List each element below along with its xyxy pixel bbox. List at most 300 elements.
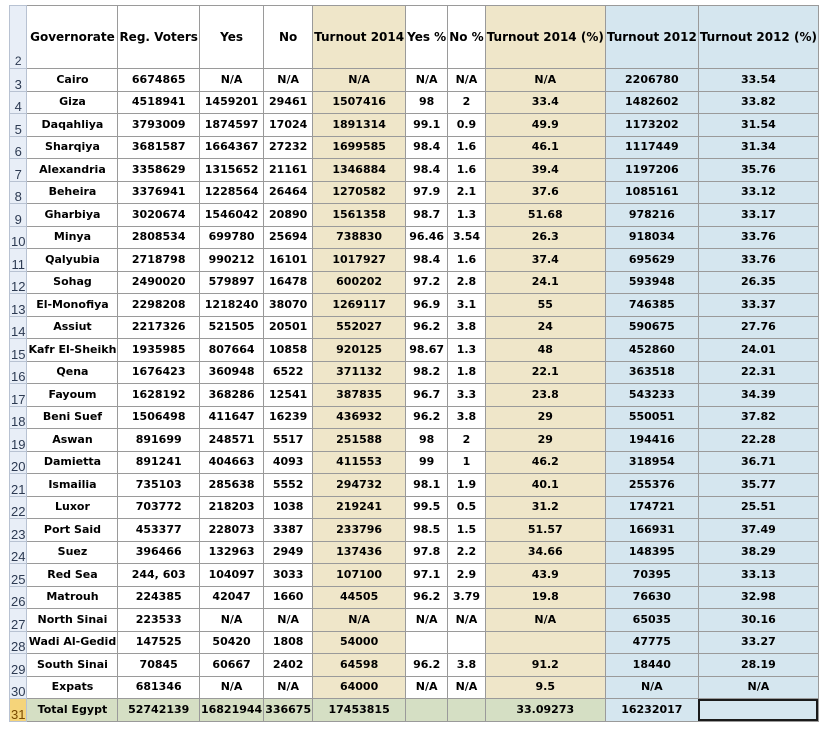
cell-turnout-2012[interactable]: 452860 xyxy=(605,339,698,362)
cell-turnout-2012[interactable]: 255376 xyxy=(605,474,698,497)
cell-reg-voters[interactable]: 52742139 xyxy=(118,699,200,722)
row-number[interactable]: 31 xyxy=(10,699,27,722)
cell-yes-pct[interactable]: 98 xyxy=(406,429,448,452)
cell-no[interactable]: 1808 xyxy=(264,631,313,654)
cell-no[interactable]: 16239 xyxy=(264,406,313,429)
cell-turnout-2014[interactable]: 54000 xyxy=(313,631,406,654)
header-governorate[interactable]: Governorate xyxy=(27,6,118,69)
cell-no-pct[interactable]: 1.3 xyxy=(448,204,486,227)
cell-turnout-2012-pct[interactable]: 30.16 xyxy=(698,609,818,632)
cell-no-pct[interactable]: 2 xyxy=(448,429,486,452)
cell-yes[interactable]: 1218240 xyxy=(199,294,263,317)
cell-no[interactable]: 29461 xyxy=(264,91,313,114)
cell-governorate[interactable]: Beni Suef xyxy=(27,406,118,429)
cell-turnout-2014[interactable]: 1891314 xyxy=(313,114,406,137)
cell-turnout-2014-pct[interactable]: 23.8 xyxy=(485,384,605,407)
cell-turnout-2014[interactable]: 411553 xyxy=(313,451,406,474)
cell-no-pct[interactable]: 1.6 xyxy=(448,136,486,159)
cell-reg-voters[interactable]: 2490020 xyxy=(118,271,200,294)
cell-reg-voters[interactable]: 3020674 xyxy=(118,204,200,227)
cell-turnout-2012[interactable]: 1482602 xyxy=(605,91,698,114)
cell-reg-voters[interactable]: 224385 xyxy=(118,586,200,609)
row-number[interactable]: 25 xyxy=(10,564,27,587)
cell-yes-pct[interactable]: 98.4 xyxy=(406,249,448,272)
row-number[interactable]: 21 xyxy=(10,474,27,497)
cell-turnout-2014[interactable]: 107100 xyxy=(313,564,406,587)
cell-turnout-2012[interactable]: 318954 xyxy=(605,451,698,474)
cell-no[interactable]: 1038 xyxy=(264,496,313,519)
cell-yes[interactable]: 807664 xyxy=(199,339,263,362)
cell-turnout-2014-pct[interactable]: N/A xyxy=(485,609,605,632)
cell-turnout-2012[interactable]: 18440 xyxy=(605,654,698,677)
cell-turnout-2014-pct[interactable]: 91.2 xyxy=(485,654,605,677)
cell-turnout-2014-pct[interactable]: 33.4 xyxy=(485,91,605,114)
cell-turnout-2012[interactable]: 363518 xyxy=(605,361,698,384)
cell-no[interactable]: 2949 xyxy=(264,541,313,564)
cell-yes-pct[interactable]: N/A xyxy=(406,676,448,699)
cell-yes[interactable]: 990212 xyxy=(199,249,263,272)
cell-turnout-2012[interactable]: 918034 xyxy=(605,226,698,249)
cell-yes[interactable]: 218203 xyxy=(199,496,263,519)
cell-turnout-2012-pct[interactable]: 34.39 xyxy=(698,384,818,407)
header-yes-pct[interactable]: Yes % xyxy=(406,6,448,69)
cell-turnout-2014-pct[interactable]: 37.4 xyxy=(485,249,605,272)
row-number[interactable]: 29 xyxy=(10,654,27,677)
cell-turnout-2014[interactable]: 1017927 xyxy=(313,249,406,272)
cell-turnout-2012[interactable]: 1197206 xyxy=(605,159,698,182)
cell-yes[interactable]: 1546042 xyxy=(199,204,263,227)
row-number[interactable]: 3 xyxy=(10,69,27,92)
cell-governorate[interactable]: Red Sea xyxy=(27,564,118,587)
cell-governorate[interactable]: Expats xyxy=(27,676,118,699)
cell-turnout-2014[interactable]: 137436 xyxy=(313,541,406,564)
cell-governorate[interactable]: Sharqiya xyxy=(27,136,118,159)
cell-no[interactable]: 38070 xyxy=(264,294,313,317)
cell-turnout-2014[interactable]: N/A xyxy=(313,609,406,632)
cell-turnout-2012-pct[interactable]: 31.34 xyxy=(698,136,818,159)
cell-yes-pct[interactable]: 98.1 xyxy=(406,474,448,497)
header-no[interactable]: No xyxy=(264,6,313,69)
header-turnout-2014-pct[interactable]: Turnout 2014 (%) xyxy=(485,6,605,69)
cell-yes[interactable]: 285638 xyxy=(199,474,263,497)
row-number[interactable]: 11 xyxy=(10,249,27,272)
cell-yes-pct[interactable]: 96.2 xyxy=(406,586,448,609)
cell-reg-voters[interactable]: 453377 xyxy=(118,519,200,542)
cell-governorate[interactable]: Ismailia xyxy=(27,474,118,497)
cell-no-pct[interactable]: 2.1 xyxy=(448,181,486,204)
cell-no[interactable]: 4093 xyxy=(264,451,313,474)
cell-turnout-2014[interactable]: 387835 xyxy=(313,384,406,407)
cell-turnout-2014[interactable]: 600202 xyxy=(313,271,406,294)
cell-turnout-2012-pct[interactable]: 33.82 xyxy=(698,91,818,114)
cell-reg-voters[interactable]: 147525 xyxy=(118,631,200,654)
cell-no[interactable]: 6522 xyxy=(264,361,313,384)
cell-yes[interactable]: 579897 xyxy=(199,271,263,294)
cell-reg-voters[interactable]: 396466 xyxy=(118,541,200,564)
cell-no[interactable]: 20501 xyxy=(264,316,313,339)
cell-turnout-2014-pct[interactable]: 24.1 xyxy=(485,271,605,294)
cell-turnout-2012[interactable]: N/A xyxy=(605,676,698,699)
cell-turnout-2014-pct[interactable]: 33.09273 xyxy=(485,699,605,722)
cell-turnout-2014[interactable]: 371132 xyxy=(313,361,406,384)
cell-turnout-2014[interactable]: 64598 xyxy=(313,654,406,677)
cell-reg-voters[interactable]: 1628192 xyxy=(118,384,200,407)
row-number[interactable]: 17 xyxy=(10,384,27,407)
cell-turnout-2012-pct[interactable]: 33.12 xyxy=(698,181,818,204)
cell-turnout-2014-pct[interactable]: 29 xyxy=(485,406,605,429)
cell-turnout-2012-pct[interactable]: 33.76 xyxy=(698,226,818,249)
cell-turnout-2014-pct[interactable]: 43.9 xyxy=(485,564,605,587)
cell-yes-pct[interactable] xyxy=(406,631,448,654)
cell-reg-voters[interactable]: 3376941 xyxy=(118,181,200,204)
header-turnout-2012[interactable]: Turnout 2012 xyxy=(605,6,698,69)
cell-no[interactable]: 26464 xyxy=(264,181,313,204)
cell-no-pct[interactable]: N/A xyxy=(448,676,486,699)
cell-turnout-2014[interactable]: 219241 xyxy=(313,496,406,519)
cell-governorate[interactable]: Beheira xyxy=(27,181,118,204)
cell-no[interactable]: 2402 xyxy=(264,654,313,677)
cell-turnout-2014[interactable]: 17453815 xyxy=(313,699,406,722)
cell-no-pct[interactable]: 2 xyxy=(448,91,486,114)
cell-turnout-2012-pct[interactable]: 33.13 xyxy=(698,564,818,587)
row-number[interactable]: 30 xyxy=(10,676,27,699)
cell-turnout-2012[interactable]: 2206780 xyxy=(605,69,698,92)
row-number[interactable]: 2 xyxy=(10,6,27,69)
cell-turnout-2014-pct[interactable]: 46.2 xyxy=(485,451,605,474)
cell-governorate[interactable]: El-Monofiya xyxy=(27,294,118,317)
cell-yes[interactable]: 1315652 xyxy=(199,159,263,182)
cell-turnout-2012-pct[interactable]: 38.29 xyxy=(698,541,818,564)
row-number[interactable]: 24 xyxy=(10,541,27,564)
row-number[interactable]: 12 xyxy=(10,271,27,294)
cell-governorate[interactable]: Sohag xyxy=(27,271,118,294)
cell-turnout-2014[interactable]: 920125 xyxy=(313,339,406,362)
cell-no[interactable]: N/A xyxy=(264,69,313,92)
cell-governorate[interactable]: Qena xyxy=(27,361,118,384)
cell-governorate[interactable]: Cairo xyxy=(27,69,118,92)
cell-no[interactable]: 16478 xyxy=(264,271,313,294)
cell-turnout-2012-pct[interactable]: 26.35 xyxy=(698,271,818,294)
cell-reg-voters[interactable]: 681346 xyxy=(118,676,200,699)
cell-no-pct[interactable] xyxy=(448,631,486,654)
cell-turnout-2012[interactable]: 76630 xyxy=(605,586,698,609)
cell-turnout-2014-pct[interactable]: 31.2 xyxy=(485,496,605,519)
cell-governorate[interactable]: Port Said xyxy=(27,519,118,542)
cell-turnout-2012[interactable]: 978216 xyxy=(605,204,698,227)
cell-governorate[interactable]: Aswan xyxy=(27,429,118,452)
cell-yes-pct[interactable]: 96.2 xyxy=(406,316,448,339)
cell-governorate[interactable]: Damietta xyxy=(27,451,118,474)
cell-turnout-2012-pct[interactable]: 37.49 xyxy=(698,519,818,542)
cell-governorate[interactable]: Total Egypt xyxy=(27,699,118,722)
cell-no-pct[interactable]: 3.54 xyxy=(448,226,486,249)
cell-turnout-2014-pct[interactable]: 39.4 xyxy=(485,159,605,182)
cell-no-pct[interactable]: 0.9 xyxy=(448,114,486,137)
cell-reg-voters[interactable]: 2718798 xyxy=(118,249,200,272)
cell-turnout-2012[interactable]: 65035 xyxy=(605,609,698,632)
cell-turnout-2012[interactable]: 166931 xyxy=(605,519,698,542)
cell-yes[interactable]: 42047 xyxy=(199,586,263,609)
cell-no[interactable]: 3033 xyxy=(264,564,313,587)
row-number[interactable]: 27 xyxy=(10,609,27,632)
cell-turnout-2012-pct[interactable]: 22.28 xyxy=(698,429,818,452)
cell-yes-pct[interactable]: 97.9 xyxy=(406,181,448,204)
cell-yes[interactable]: 50420 xyxy=(199,631,263,654)
cell-no-pct[interactable] xyxy=(448,699,486,722)
cell-governorate[interactable]: South Sinai xyxy=(27,654,118,677)
cell-governorate[interactable]: Qalyubia xyxy=(27,249,118,272)
cell-no[interactable]: 1660 xyxy=(264,586,313,609)
cell-reg-voters[interactable]: 3681587 xyxy=(118,136,200,159)
cell-no-pct[interactable]: 3.8 xyxy=(448,654,486,677)
cell-turnout-2012-pct[interactable]: 33.17 xyxy=(698,204,818,227)
cell-governorate[interactable]: Gharbiya xyxy=(27,204,118,227)
cell-no[interactable]: 5517 xyxy=(264,429,313,452)
cell-turnout-2012[interactable]: 148395 xyxy=(605,541,698,564)
cell-no-pct[interactable]: N/A xyxy=(448,69,486,92)
cell-turnout-2014-pct[interactable] xyxy=(485,631,605,654)
row-number[interactable]: 5 xyxy=(10,114,27,137)
cell-yes[interactable]: 1459201 xyxy=(199,91,263,114)
cell-yes[interactable]: 699780 xyxy=(199,226,263,249)
cell-turnout-2012-pct[interactable]: 35.76 xyxy=(698,159,818,182)
cell-yes-pct[interactable]: 97.1 xyxy=(406,564,448,587)
cell-turnout-2014[interactable]: 1269117 xyxy=(313,294,406,317)
cell-no-pct[interactable]: 2.8 xyxy=(448,271,486,294)
cell-reg-voters[interactable]: 4518941 xyxy=(118,91,200,114)
cell-yes-pct[interactable]: 97.2 xyxy=(406,271,448,294)
cell-yes[interactable]: 60667 xyxy=(199,654,263,677)
cell-turnout-2014-pct[interactable]: 49.9 xyxy=(485,114,605,137)
row-number[interactable]: 14 xyxy=(10,316,27,339)
cell-yes[interactable]: 360948 xyxy=(199,361,263,384)
row-number[interactable]: 6 xyxy=(10,136,27,159)
cell-turnout-2014-pct[interactable]: 22.1 xyxy=(485,361,605,384)
cell-no-pct[interactable]: 2.2 xyxy=(448,541,486,564)
cell-yes[interactable]: 1228564 xyxy=(199,181,263,204)
cell-turnout-2012[interactable]: 1173202 xyxy=(605,114,698,137)
row-number[interactable]: 4 xyxy=(10,91,27,114)
cell-yes[interactable]: 248571 xyxy=(199,429,263,452)
header-turnout-2014[interactable]: Turnout 2014 xyxy=(313,6,406,69)
cell-no-pct[interactable]: 3.79 xyxy=(448,586,486,609)
cell-no[interactable]: 16101 xyxy=(264,249,313,272)
cell-turnout-2012-pct[interactable]: 36.71 xyxy=(698,451,818,474)
cell-turnout-2014-pct[interactable]: 48 xyxy=(485,339,605,362)
cell-yes[interactable]: 228073 xyxy=(199,519,263,542)
cell-turnout-2012[interactable]: 543233 xyxy=(605,384,698,407)
cell-turnout-2014[interactable]: 1507416 xyxy=(313,91,406,114)
cell-yes-pct[interactable]: N/A xyxy=(406,609,448,632)
header-turnout-2012-pct[interactable]: Turnout 2012 (%) xyxy=(698,6,818,69)
cell-reg-voters[interactable]: 891699 xyxy=(118,429,200,452)
cell-turnout-2014-pct[interactable]: 40.1 xyxy=(485,474,605,497)
cell-turnout-2014-pct[interactable]: 34.66 xyxy=(485,541,605,564)
cell-turnout-2014[interactable]: 436932 xyxy=(313,406,406,429)
row-number[interactable]: 26 xyxy=(10,586,27,609)
cell-no-pct[interactable]: 3.1 xyxy=(448,294,486,317)
cell-turnout-2014[interactable]: 64000 xyxy=(313,676,406,699)
cell-no-pct[interactable]: N/A xyxy=(448,609,486,632)
cell-yes-pct[interactable]: 98 xyxy=(406,91,448,114)
header-yes[interactable]: Yes xyxy=(199,6,263,69)
cell-no-pct[interactable]: 2.9 xyxy=(448,564,486,587)
cell-yes[interactable]: 16821944 xyxy=(199,699,263,722)
cell-no[interactable]: 25694 xyxy=(264,226,313,249)
cell-governorate[interactable]: Minya xyxy=(27,226,118,249)
cell-turnout-2012[interactable]: 590675 xyxy=(605,316,698,339)
cell-turnout-2012[interactable]: 746385 xyxy=(605,294,698,317)
cell-yes-pct[interactable]: N/A xyxy=(406,69,448,92)
cell-reg-voters[interactable]: 891241 xyxy=(118,451,200,474)
cell-yes[interactable]: 368286 xyxy=(199,384,263,407)
cell-no-pct[interactable]: 1.6 xyxy=(448,159,486,182)
cell-reg-voters[interactable]: 2217326 xyxy=(118,316,200,339)
cell-turnout-2014[interactable]: 1270582 xyxy=(313,181,406,204)
row-number[interactable]: 9 xyxy=(10,204,27,227)
cell-yes-pct[interactable]: 96.7 xyxy=(406,384,448,407)
cell-no-pct[interactable]: 3.3 xyxy=(448,384,486,407)
cell-yes-pct[interactable]: 96.2 xyxy=(406,406,448,429)
cell-no-pct[interactable]: 1.5 xyxy=(448,519,486,542)
cell-turnout-2012-pct[interactable]: 33.27 xyxy=(698,631,818,654)
cell-no[interactable]: 10858 xyxy=(264,339,313,362)
cell-yes[interactable]: 1664367 xyxy=(199,136,263,159)
cell-governorate[interactable]: Suez xyxy=(27,541,118,564)
cell-yes[interactable]: 1874597 xyxy=(199,114,263,137)
cell-turnout-2012-pct[interactable]: 24.01 xyxy=(698,339,818,362)
cell-turnout-2014[interactable]: 233796 xyxy=(313,519,406,542)
cell-turnout-2014[interactable]: N/A xyxy=(313,69,406,92)
cell-no-pct[interactable]: 1.8 xyxy=(448,361,486,384)
cell-governorate[interactable]: Luxor xyxy=(27,496,118,519)
row-number[interactable]: 16 xyxy=(10,361,27,384)
cell-turnout-2014[interactable]: 1561358 xyxy=(313,204,406,227)
cell-turnout-2012[interactable]: 1117449 xyxy=(605,136,698,159)
cell-yes[interactable]: 521505 xyxy=(199,316,263,339)
cell-yes-pct[interactable]: 97.8 xyxy=(406,541,448,564)
cell-reg-voters[interactable]: 223533 xyxy=(118,609,200,632)
cell-turnout-2012-pct[interactable]: 33.76 xyxy=(698,249,818,272)
cell-turnout-2014-pct[interactable]: 55 xyxy=(485,294,605,317)
cell-no[interactable]: 21161 xyxy=(264,159,313,182)
cell-yes[interactable]: 132963 xyxy=(199,541,263,564)
cell-turnout-2012-pct[interactable] xyxy=(698,699,818,722)
cell-turnout-2012-pct[interactable]: 28.19 xyxy=(698,654,818,677)
cell-yes[interactable]: 404663 xyxy=(199,451,263,474)
row-number[interactable]: 18 xyxy=(10,406,27,429)
cell-reg-voters[interactable]: 735103 xyxy=(118,474,200,497)
cell-turnout-2014[interactable]: 1346884 xyxy=(313,159,406,182)
cell-no[interactable]: N/A xyxy=(264,609,313,632)
cell-governorate[interactable]: Giza xyxy=(27,91,118,114)
cell-turnout-2012-pct[interactable]: 35.77 xyxy=(698,474,818,497)
cell-governorate[interactable]: Kafr El-Sheikh xyxy=(27,339,118,362)
cell-turnout-2014[interactable]: 1699585 xyxy=(313,136,406,159)
cell-yes[interactable]: 104097 xyxy=(199,564,263,587)
cell-no-pct[interactable]: 3.8 xyxy=(448,316,486,339)
cell-turnout-2012-pct[interactable]: 37.82 xyxy=(698,406,818,429)
row-number[interactable]: 15 xyxy=(10,339,27,362)
cell-yes-pct[interactable]: 98.2 xyxy=(406,361,448,384)
cell-no[interactable]: 27232 xyxy=(264,136,313,159)
cell-turnout-2012-pct[interactable]: 25.51 xyxy=(698,496,818,519)
cell-turnout-2014-pct[interactable]: 19.8 xyxy=(485,586,605,609)
cell-no[interactable]: 20890 xyxy=(264,204,313,227)
cell-reg-voters[interactable]: 2298208 xyxy=(118,294,200,317)
cell-turnout-2014-pct[interactable]: 46.1 xyxy=(485,136,605,159)
cell-no-pct[interactable]: 0.5 xyxy=(448,496,486,519)
cell-turnout-2012[interactable]: 16232017 xyxy=(605,699,698,722)
row-number[interactable]: 28 xyxy=(10,631,27,654)
cell-turnout-2014-pct[interactable]: 9.5 xyxy=(485,676,605,699)
cell-turnout-2012[interactable]: 695629 xyxy=(605,249,698,272)
cell-turnout-2014[interactable]: 738830 xyxy=(313,226,406,249)
cell-yes-pct[interactable]: 96.2 xyxy=(406,654,448,677)
cell-yes-pct[interactable]: 96.46 xyxy=(406,226,448,249)
cell-reg-voters[interactable]: 1935985 xyxy=(118,339,200,362)
row-number[interactable]: 7 xyxy=(10,159,27,182)
cell-governorate[interactable]: Alexandria xyxy=(27,159,118,182)
cell-no[interactable]: 3387 xyxy=(264,519,313,542)
cell-turnout-2012[interactable]: 47775 xyxy=(605,631,698,654)
cell-no-pct[interactable]: 1.3 xyxy=(448,339,486,362)
cell-no[interactable]: 5552 xyxy=(264,474,313,497)
header-no-pct[interactable]: No % xyxy=(448,6,486,69)
cell-turnout-2014-pct[interactable]: 26.3 xyxy=(485,226,605,249)
cell-yes-pct[interactable]: 99.5 xyxy=(406,496,448,519)
cell-no-pct[interactable]: 3.8 xyxy=(448,406,486,429)
cell-reg-voters[interactable]: 2808534 xyxy=(118,226,200,249)
cell-turnout-2012[interactable]: 70395 xyxy=(605,564,698,587)
cell-reg-voters[interactable]: 3793009 xyxy=(118,114,200,137)
cell-turnout-2012-pct[interactable]: 27.76 xyxy=(698,316,818,339)
cell-reg-voters[interactable]: 244, 603 xyxy=(118,564,200,587)
cell-yes[interactable]: N/A xyxy=(199,676,263,699)
cell-reg-voters[interactable]: 1506498 xyxy=(118,406,200,429)
cell-turnout-2014[interactable]: 44505 xyxy=(313,586,406,609)
cell-yes-pct[interactable]: 98.4 xyxy=(406,159,448,182)
cell-turnout-2012[interactable]: 1085161 xyxy=(605,181,698,204)
cell-yes-pct[interactable]: 96.9 xyxy=(406,294,448,317)
cell-turnout-2014[interactable]: 294732 xyxy=(313,474,406,497)
cell-turnout-2012-pct[interactable]: 33.54 xyxy=(698,69,818,92)
cell-turnout-2012-pct[interactable]: N/A xyxy=(698,676,818,699)
cell-turnout-2014-pct[interactable]: 37.6 xyxy=(485,181,605,204)
cell-yes-pct[interactable]: 99 xyxy=(406,451,448,474)
cell-yes-pct[interactable] xyxy=(406,699,448,722)
cell-turnout-2014[interactable]: 251588 xyxy=(313,429,406,452)
cell-turnout-2014-pct[interactable]: 51.57 xyxy=(485,519,605,542)
cell-reg-voters[interactable]: 703772 xyxy=(118,496,200,519)
cell-yes-pct[interactable]: 98.67 xyxy=(406,339,448,362)
cell-governorate[interactable]: Assiut xyxy=(27,316,118,339)
cell-turnout-2014[interactable]: 552027 xyxy=(313,316,406,339)
cell-governorate[interactable]: Daqahliya xyxy=(27,114,118,137)
cell-no-pct[interactable]: 1.9 xyxy=(448,474,486,497)
cell-turnout-2014-pct[interactable]: 51.68 xyxy=(485,204,605,227)
cell-no[interactable]: 336675 xyxy=(264,699,313,722)
cell-no[interactable]: 12541 xyxy=(264,384,313,407)
row-number[interactable]: 22 xyxy=(10,496,27,519)
cell-yes[interactable]: N/A xyxy=(199,609,263,632)
cell-turnout-2012-pct[interactable]: 31.54 xyxy=(698,114,818,137)
row-number[interactable]: 23 xyxy=(10,519,27,542)
cell-reg-voters[interactable]: 1676423 xyxy=(118,361,200,384)
cell-governorate[interactable]: Wadi Al-Gedid xyxy=(27,631,118,654)
row-number[interactable]: 20 xyxy=(10,451,27,474)
row-number[interactable]: 19 xyxy=(10,429,27,452)
